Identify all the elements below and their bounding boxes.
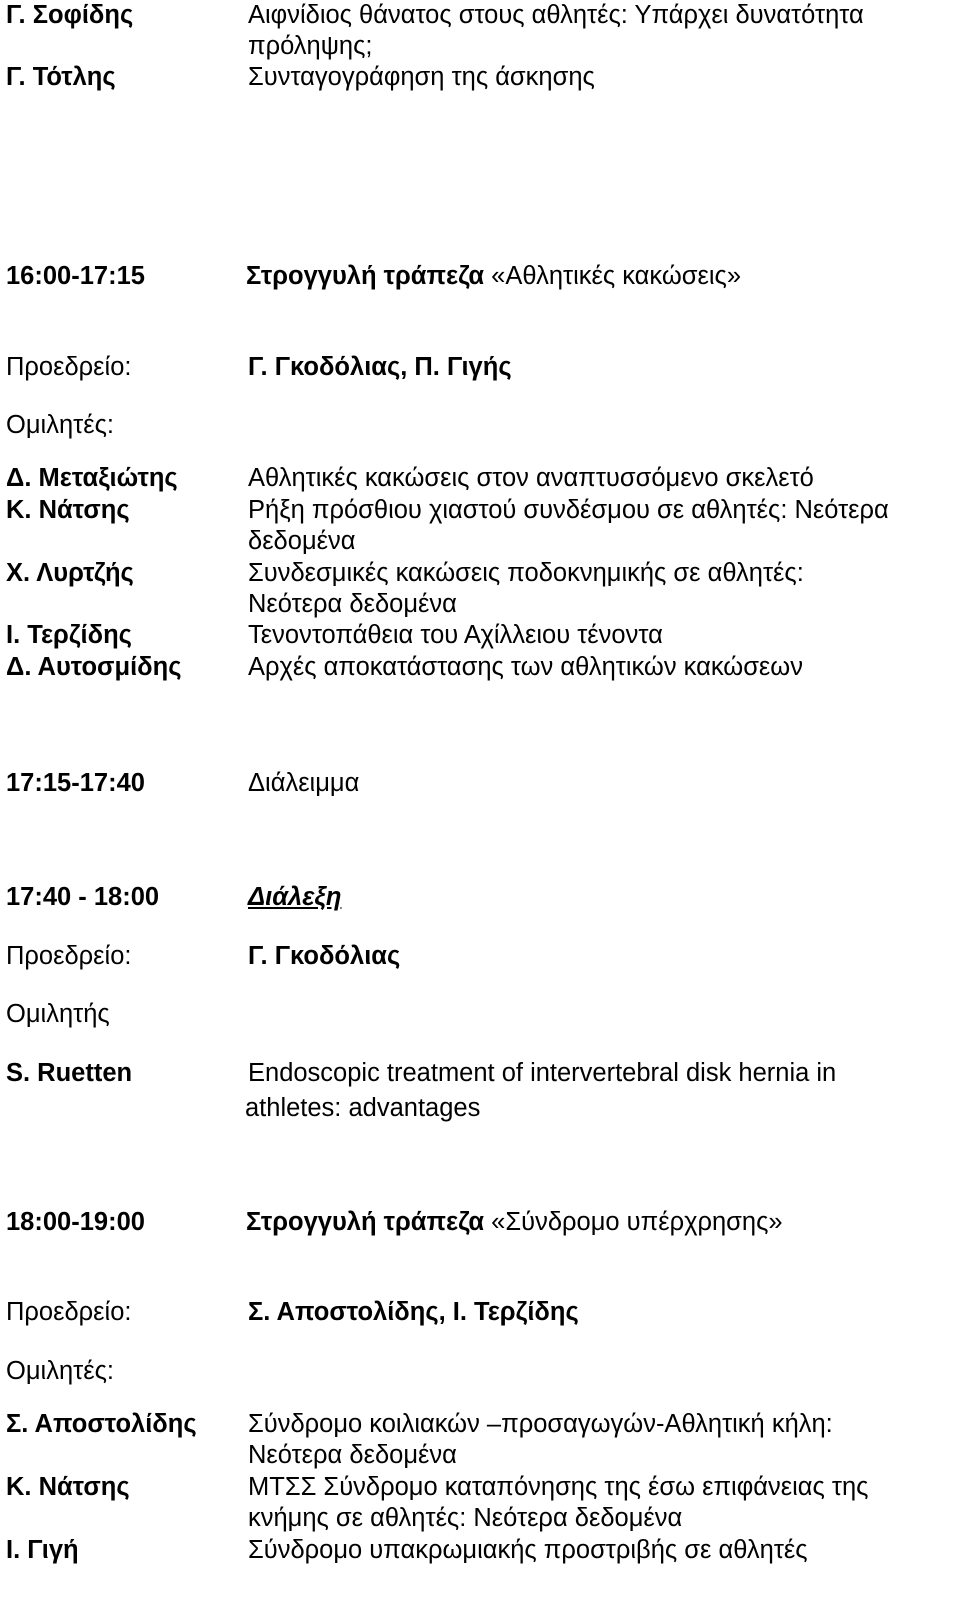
chair-label: Προεδρείο: xyxy=(6,353,132,381)
chair-label: Προεδρείο: xyxy=(6,1298,132,1326)
talk-title: Τενοντοπάθεια του Αχίλλειου τένοντα xyxy=(248,621,663,649)
speaker-name: Γ. Τότλης xyxy=(6,63,116,91)
session-time: 16:00-17:15 xyxy=(6,262,145,290)
speaker-name: Δ. Μεταξιώτης xyxy=(6,464,178,492)
talk-title-continued: athletes: advantages xyxy=(245,1094,481,1122)
talk-title-continued: πρόληψης; xyxy=(248,32,373,60)
talk-title: Σύνδρομο κοιλιακών –προσαγωγών-Αθλητική κήλη: xyxy=(248,1410,833,1438)
lecture-title: Διάλεξη xyxy=(248,883,342,911)
speakers-label: Ομιλητές: xyxy=(6,411,114,439)
speaker-name: Κ. Νάτσης xyxy=(6,496,130,524)
speaker-name: Χ. Λυρτζής xyxy=(6,559,134,587)
talk-title-continued: δεδομένα xyxy=(248,527,356,555)
break-label: Διάλειμμα xyxy=(248,769,360,797)
speaker-name: Κ. Νάτσης xyxy=(6,1473,130,1501)
speakers-label: Ομιλητές: xyxy=(6,1357,114,1385)
talk-title-continued: κνήμης σε αθλητές: Νεότερα δεδομένα xyxy=(248,1504,683,1532)
speaker-name: Γ. Σοφίδης xyxy=(6,1,134,29)
talk-title: Συνταγογράφηση της άσκησης xyxy=(248,63,595,91)
speaker-label: Ομιλητής xyxy=(6,1000,110,1028)
session-title: Στρογγυλή τράπεζα «Σύνδρομο υπέρχρησης» xyxy=(246,1208,783,1236)
speaker-name: Ι. Γιγή xyxy=(6,1536,79,1564)
lecture-time: 17:40 - 18:00 xyxy=(6,883,160,911)
chair-names: Γ. Γκοδόλιας xyxy=(248,942,401,970)
talk-title: Endoscopic treatment of intervertebral disk hernia in xyxy=(248,1059,837,1087)
talk-title: Αθλητικές κακώσεις στον αναπτυσσόμενο σκελετό xyxy=(248,464,814,492)
break-time: 17:15-17:40 xyxy=(6,769,145,797)
talk-title: ΜΤΣΣ Σύνδρομο καταπόνησης της έσω επιφάνειας της xyxy=(248,1473,869,1501)
chair-names: Γ. Γκοδόλιας, Π. Γιγής xyxy=(248,353,512,381)
talk-title: Συνδεσμικές κακώσεις ποδοκνημικής σε αθλητές: xyxy=(248,559,804,587)
talk-title: Αιφνίδιος θάνατος στους αθλητές: Υπάρχει δυνατότητα xyxy=(248,1,864,29)
speaker-name: Δ. Αυτοσμίδης xyxy=(6,653,182,681)
chair-names: Σ. Αποστολίδης, Ι. Τερζίδης xyxy=(248,1298,579,1326)
talk-title-continued: Νεότερα δεδομένα xyxy=(248,1441,457,1469)
talk-title-continued: Νεότερα δεδομένα xyxy=(248,590,457,618)
talk-title: Αρχές αποκατάστασης των αθλητικών κακώσεων xyxy=(248,653,803,681)
speaker-name: Σ. Αποστολίδης xyxy=(6,1410,197,1438)
session-time: 18:00-19:00 xyxy=(6,1208,145,1236)
talk-title: Ρήξη πρόσθιου χιαστού συνδέσμου σε αθλητές: Νεότερα xyxy=(248,496,889,524)
session-title: Στρογγυλή τράπεζα «Αθλητικές κακώσεις» xyxy=(246,262,741,290)
speaker-name: Ι. Τερζίδης xyxy=(6,621,132,649)
chair-label: Προεδρείο: xyxy=(6,942,132,970)
talk-title: Σύνδρομο υπακρωμιακής προστριβής σε αθλητές xyxy=(248,1536,808,1564)
speaker-name: S. Ruetten xyxy=(6,1059,133,1087)
